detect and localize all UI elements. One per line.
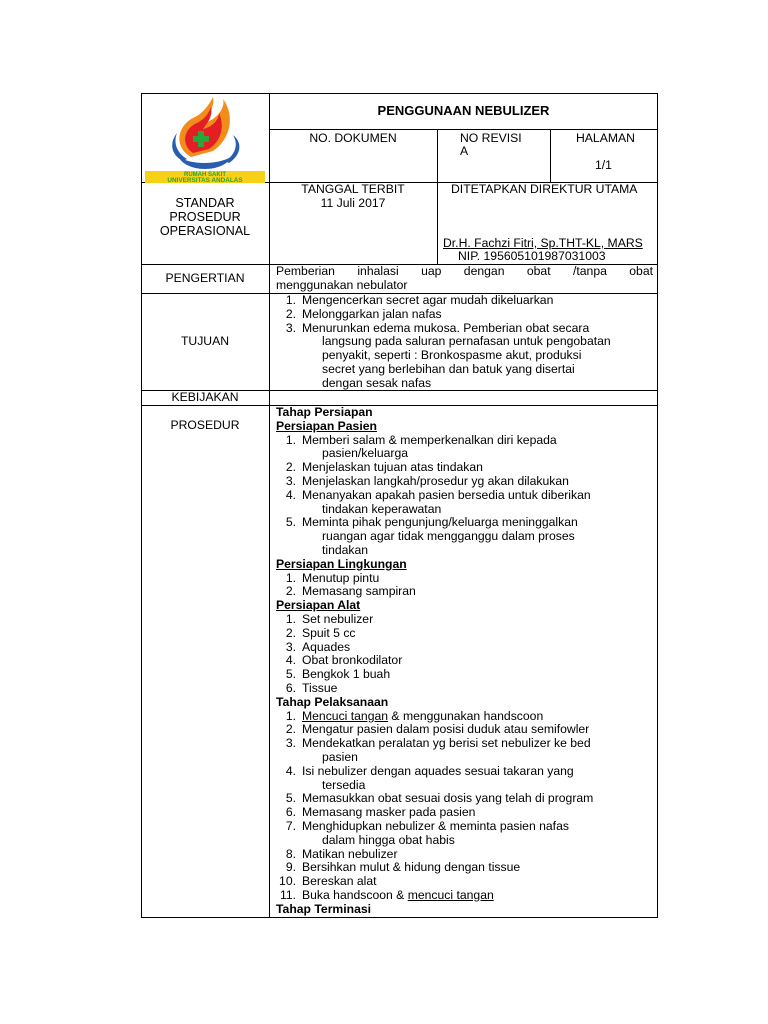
list-item-text: Mendekatkan peralatan yg berisi set nebulizer ke bed (302, 736, 591, 751)
list-item (276, 516, 656, 557)
tujuan-label: TUJUAN (180, 334, 230, 348)
list-item-text: Bersihkan mulut & hidung dengan tissue (302, 860, 521, 875)
list-number: 2. (285, 460, 296, 475)
list-item (276, 475, 656, 489)
list-item-text: Isi nebulizer dengan aquades sesuai takaran yang (302, 763, 574, 778)
list-item-text: Meminta pihak pengunjung/keluarga meninggalkan (302, 515, 578, 530)
list-item (276, 572, 656, 586)
list-number: 4. (285, 763, 296, 778)
ditetapkan-label: DITETAPKAN DIREKTUR UTAMA (451, 182, 638, 196)
sop-label-line3: OPERASIONAL (159, 224, 251, 238)
halaman-value: 1/1 (595, 158, 612, 172)
list-number: 8. (285, 846, 296, 861)
no-dokumen-label: NO. DOKUMEN (309, 131, 397, 145)
list-number: 6. (285, 680, 296, 695)
pengertian-label: PENGERTIAN (165, 271, 245, 285)
list-item (276, 461, 656, 475)
director-name: Dr.H. Fachzi Fitri, Sp.THT-KL, MARS (443, 236, 643, 250)
pelaksanaan-list (276, 723, 656, 889)
list-item (276, 668, 656, 682)
list-item-text: tindakan keperawatan (322, 501, 442, 516)
mencuci-tangan-text: mencuci tangan (407, 887, 494, 902)
flame-cross-logo-icon (143, 95, 267, 185)
list-item-text: tindakan (322, 542, 369, 557)
halaman-label: HALAMAN (576, 131, 635, 145)
list-item (276, 848, 656, 862)
svg-text:RUMAH SAKIT: RUMAH SAKIT (184, 172, 226, 178)
list-number: 1. (285, 570, 296, 585)
list-item (276, 820, 656, 848)
row-divider (269, 129, 658, 130)
list-number: 2. (285, 625, 296, 640)
list-item-text: Menutup pintu (302, 570, 380, 585)
tahap-persiapan-heading: Tahap Persiapan (276, 405, 373, 419)
list-item (276, 585, 656, 599)
list-item-text: tersedia (322, 777, 366, 792)
list-number: 1. (285, 293, 296, 307)
persiapan-pasien-heading: Persiapan Pasien (276, 418, 377, 433)
list-item (276, 294, 654, 308)
list-number: 4. (285, 653, 296, 668)
list-item-text: Memberi salam & memperkenalkan diri kepada (302, 432, 557, 447)
list-item (276, 434, 656, 462)
list-item: 1. Mencuci tangan & menggunakan handscoon (285, 708, 544, 723)
pengertian-text-line1: Pemberian inhalasi uap dengan obat /tanpa obat (276, 264, 653, 278)
list-number: 2. (285, 306, 296, 321)
list-item (276, 489, 656, 517)
tanggal-terbit-value: 11 Juli 2017 (320, 196, 386, 210)
list-item-text: langsung pada saluran pernafasan untuk pengobatan (322, 334, 611, 349)
sop-label-line1: STANDAR (175, 196, 235, 210)
document-title: PENGGUNAAN NEBULIZER (377, 103, 550, 118)
list-item-text: Menjelaskan langkah/prosedur yg akan dilakukan (302, 473, 569, 488)
list-item-text: dengan sesak nafas (322, 375, 432, 390)
list-number: 5. (285, 515, 296, 530)
list-item-text: Melonggarkan jalan nafas (302, 306, 442, 321)
list-item-text: dalam hingga obat habis (322, 832, 455, 847)
list-item-text: Bengkok 1 buah (302, 667, 391, 682)
list-item (276, 806, 656, 820)
list-item-text: Buka handscoon & (302, 887, 408, 902)
no-revisi-label: NO REVISI (460, 131, 522, 145)
prosedur-label: PROSEDUR (170, 418, 240, 432)
list-item-text: pasien/keluarga (322, 446, 409, 461)
list-item-text: Mengatur pasien dalam posisi duduk atau semifowler (302, 722, 590, 737)
list-number: 7. (285, 818, 296, 833)
list-item (276, 792, 656, 806)
no-revisi-value: A (460, 144, 469, 158)
list-item (276, 308, 654, 322)
list-item-text: Memasang sampiran (302, 584, 416, 599)
list-item-text: Memasang masker pada pasien (302, 805, 476, 820)
cell-divider (437, 129, 438, 264)
list-item-text: Obat bronkodilator (302, 653, 403, 668)
list-item-text: & menggunakan handscoon (388, 708, 544, 723)
list-number: 3. (285, 320, 296, 335)
column-divider (269, 93, 270, 918)
prosedur-body (276, 406, 656, 916)
list-number: 2. (285, 722, 296, 737)
director-nip: NIP. 195605101987031003 (458, 249, 606, 263)
list-number: 3. (285, 473, 296, 488)
list-number: 10. (279, 874, 296, 889)
list-item-text: Menghidupkan nebulizer & meminta pasien nafas (302, 818, 569, 833)
list-number: 1. (285, 432, 296, 447)
svg-text:UNIVERSITAS ANDALAS: UNIVERSITAS ANDALAS (167, 177, 243, 184)
list-item: 11. Buka handscoon & mencuci tangan (279, 887, 494, 902)
tahap-pelaksanaan-heading: Tahap Pelaksanaan (276, 694, 389, 709)
list-item-text: Matikan nebulizer (302, 846, 398, 861)
persiapan-alat-heading: Persiapan Alat (276, 598, 361, 613)
list-item-text: Tissue (302, 680, 338, 695)
pengertian-text-line2: menggunakan nebulator (276, 278, 408, 292)
list-item (276, 861, 656, 875)
list-item-text: pasien (322, 749, 358, 764)
list-item (276, 723, 656, 737)
list-item-text: penyakit, seperti : Bronkospasme akut, produksi (322, 348, 582, 363)
persiapan-pasien-list (276, 434, 656, 558)
tahap-terminasi-heading: Tahap Terminasi (276, 901, 372, 916)
list-item (276, 641, 656, 655)
list-item (276, 654, 656, 668)
list-item-text: Spuit 5 cc (302, 625, 356, 640)
list-item (276, 613, 656, 627)
list-item-text: Mengencerkan secret agar mudah dikeluarkan (302, 293, 554, 307)
tanggal-terbit-label: TANGGAL TERBIT (301, 182, 405, 196)
list-item-text: Memasukkan obat sesuai dosis yang telah di program (302, 791, 594, 806)
list-item (276, 627, 656, 641)
list-number: 4. (285, 487, 296, 502)
list-item-text: Bereskan alat (302, 874, 377, 889)
list-item-text: Aquades (302, 639, 351, 654)
list-item-text: Set nebulizer (302, 611, 374, 626)
list-number: 6. (285, 805, 296, 820)
list-item-text: ruangan agar tidak mengganggu dalam proses (322, 529, 575, 544)
list-item-text: Menjelaskan tujuan atas tindakan (302, 460, 483, 475)
persiapan-alat-list (276, 613, 656, 696)
list-item (276, 875, 656, 889)
persiapan-lingkungan-list (276, 572, 656, 600)
hospital-logo (143, 95, 267, 185)
tujuan-list (276, 294, 654, 391)
pelaksanaan-list (276, 889, 656, 903)
list-number: 5. (285, 791, 296, 806)
list-number: 2. (285, 584, 296, 599)
pelaksanaan-list (276, 710, 656, 724)
list-number: 9. (285, 860, 296, 875)
mencuci-tangan-text: Mencuci tangan (302, 708, 389, 723)
list-item (276, 737, 656, 765)
list-number: 5. (285, 667, 296, 682)
list-number: 3. (285, 639, 296, 654)
list-item-text: Menurunkan edema mukosa. Pemberian obat secara (302, 320, 590, 335)
cell-divider (550, 129, 551, 182)
list-item (276, 765, 656, 793)
sop-label-line2: PROSEDUR (169, 210, 241, 224)
list-number: 1. (285, 611, 296, 626)
list-item (276, 682, 656, 696)
list-item-text: secret yang berlebihan dan batuk yang disertai (322, 361, 575, 376)
list-number: 3. (285, 736, 296, 751)
persiapan-lingkungan-heading: Persiapan Lingkungan (276, 556, 407, 571)
kebijakan-label: KEBIJAKAN (171, 390, 239, 404)
list-item-text: Menanyakan apakah pasien bersedia untuk diberikan (302, 487, 591, 502)
list-item (276, 322, 654, 391)
